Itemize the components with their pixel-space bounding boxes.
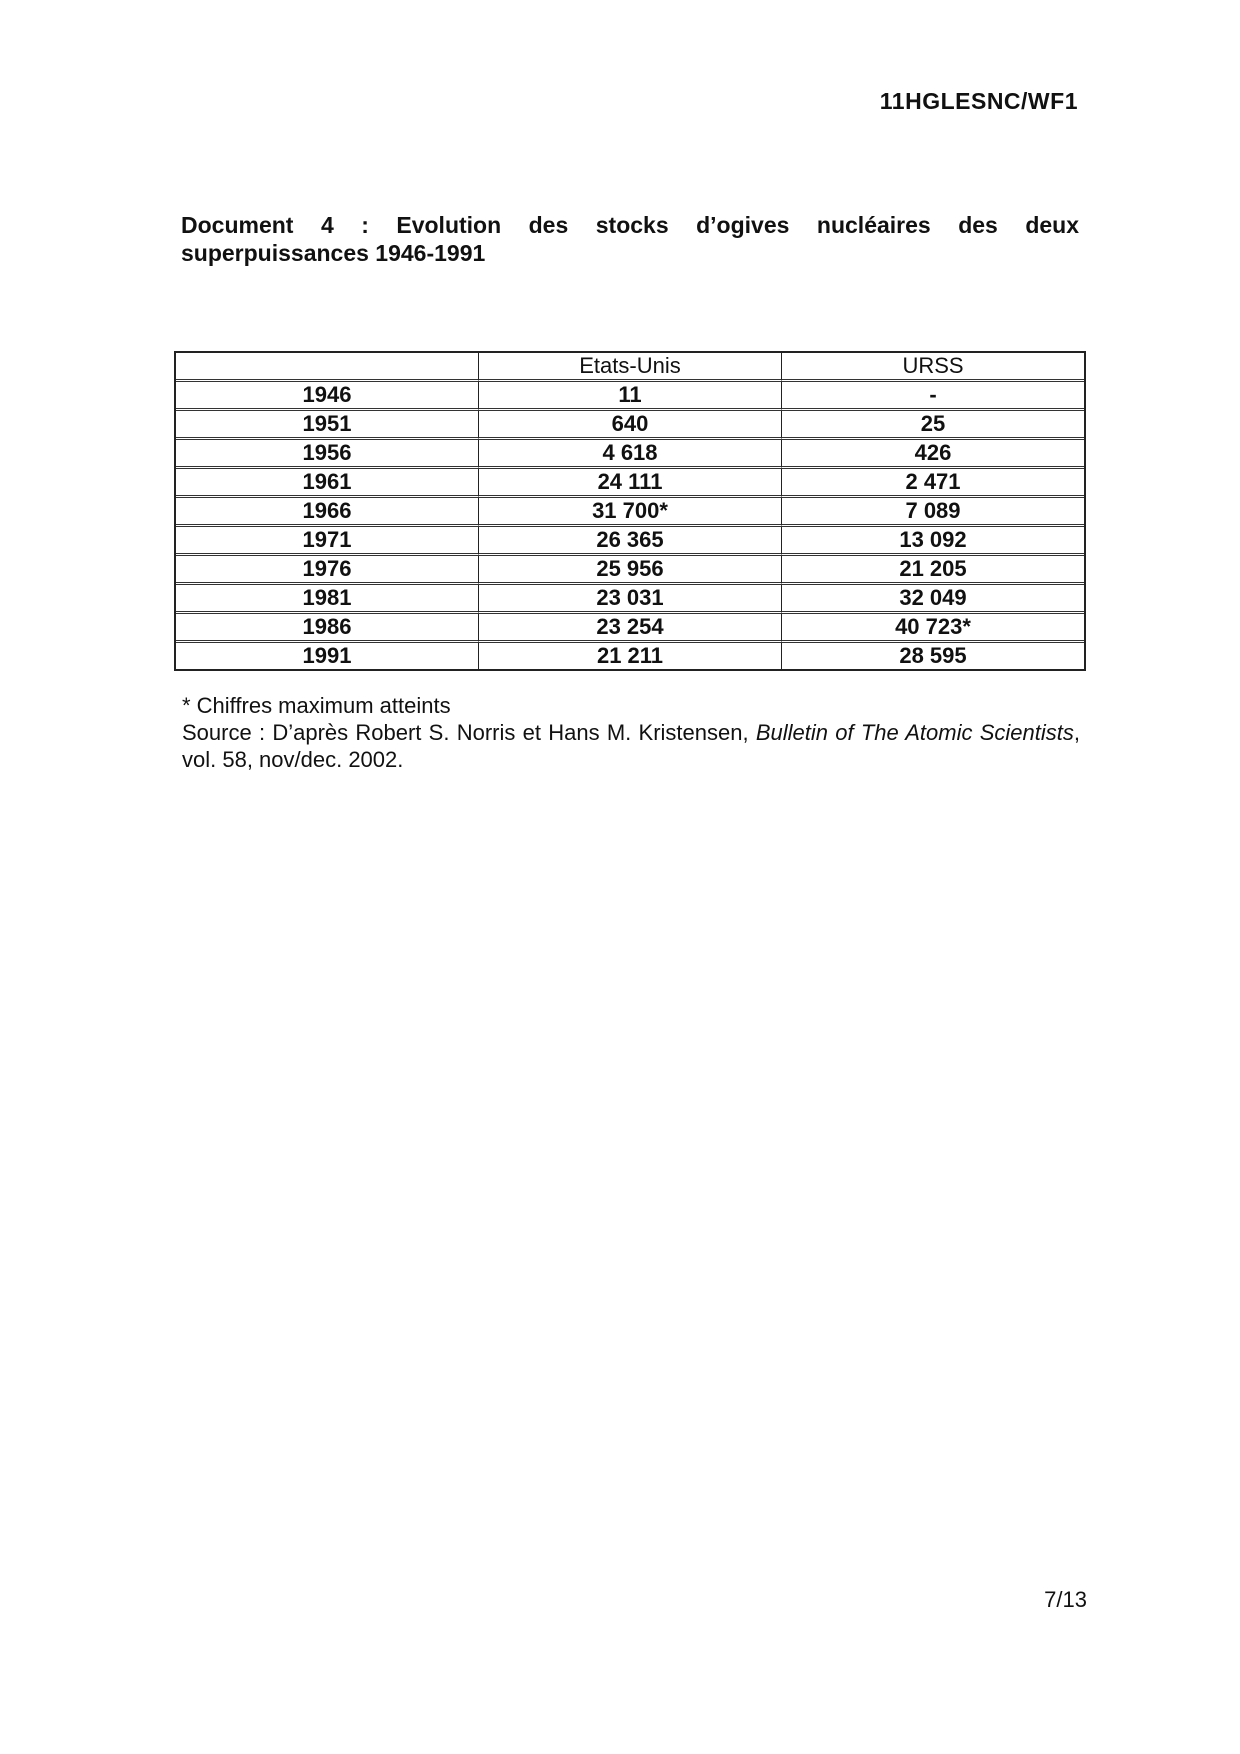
table-body: [176, 382, 1084, 669]
header-year-cell: [176, 353, 479, 382]
year-cell: 1981: [176, 585, 479, 614]
source-journal: Bulletin of The Atomic Scientists: [755, 720, 1074, 745]
urss-value-cell: 21 205: [782, 556, 1084, 585]
urss-value-cell: 28 595: [899, 643, 967, 668]
source-prefix: Source : D’après Robert S. Norris et Hans M. Kristensen,: [182, 720, 756, 745]
year-cell: 1951: [176, 411, 479, 440]
year-cell: 1966: [176, 498, 479, 527]
notes: [182, 692, 1080, 773]
us-value-cell: 24 111: [479, 469, 782, 498]
us-value-cell: 4 618: [479, 440, 782, 469]
table-row: [176, 556, 1084, 585]
source-citation: [182, 719, 1080, 773]
document-code: 11HGLESNC/WF1: [879, 88, 1078, 114]
urss-value-cell: 2 471: [782, 469, 1084, 498]
us-value-cell: 11: [479, 382, 782, 411]
year-cell: 1956: [176, 440, 479, 469]
table-row: [176, 469, 1084, 498]
year-cell: 1986: [176, 614, 479, 643]
header-us-cell: Etats-Unis: [479, 353, 782, 382]
table-header-row: [176, 353, 1084, 382]
warhead-stock-table: [174, 351, 1086, 671]
year-cell: 1946: [176, 382, 479, 411]
urss-value-cell: -: [782, 382, 1084, 411]
urss-value-cell: 40 723*: [782, 614, 1084, 643]
table-row: [176, 527, 1084, 556]
us-value-cell: 21 211: [479, 643, 782, 669]
table-row: [176, 498, 1084, 527]
source-suffix: , vol. 58, nov/dec. 2002.: [182, 720, 1080, 772]
us-value-cell: 23 254: [479, 614, 782, 643]
table-row: [176, 411, 1084, 440]
urss-value-cell: 25: [782, 411, 1084, 440]
year-cell: 1991: [176, 643, 479, 669]
us-value-cell: 640: [479, 411, 782, 440]
us-value-cell: 23 031: [479, 585, 782, 614]
urss-value-cell: 32 049: [782, 585, 1084, 614]
table-row: [176, 614, 1084, 643]
urss-value-cell: 426: [782, 440, 1084, 469]
document-title-line2: superpuissances 1946-1991: [181, 240, 486, 266]
urss-value-cell: 13 092: [782, 527, 1084, 556]
us-value-cell: 26 365: [479, 527, 782, 556]
year-cell: 1971: [176, 527, 479, 556]
us-value-cell: 25 956: [479, 556, 782, 585]
table-row: [176, 585, 1084, 614]
us-value-cell: 31 700*: [479, 498, 782, 527]
document-title: [181, 211, 1079, 267]
table-row: [176, 643, 1084, 669]
year-cell: 1976: [176, 556, 479, 585]
header-urss-cell: URSS: [782, 353, 1084, 382]
table-row: [176, 440, 1084, 469]
year-cell: 1961: [176, 469, 479, 498]
page-number: 7/13: [1044, 1587, 1087, 1612]
warhead-stock-table-container: [174, 351, 1086, 671]
table-row: [176, 382, 1084, 411]
footnote: * Chiffres maximum atteints: [182, 693, 451, 718]
urss-value-cell: 7 089: [782, 498, 1084, 527]
document-title-line1: Document 4 : Evolution des stocks d’ogives nucléaires des deux: [181, 212, 1079, 238]
